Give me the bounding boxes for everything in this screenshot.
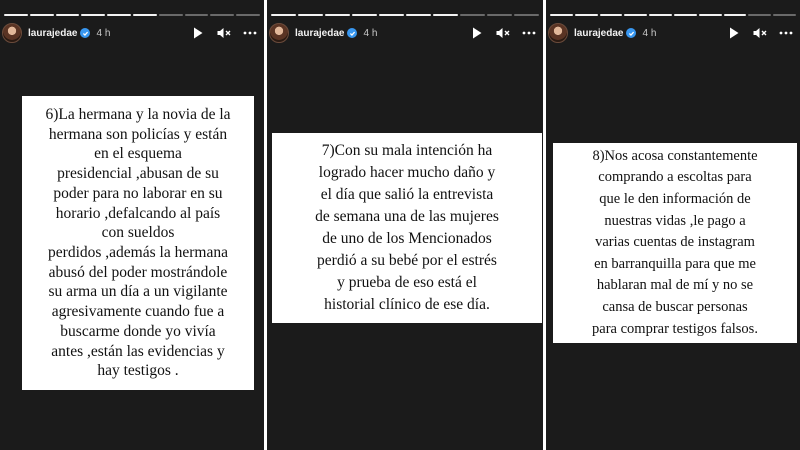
story-progress-bar xyxy=(4,14,260,16)
post-time: 4 h xyxy=(363,27,378,39)
story-header xyxy=(267,22,543,44)
avatar[interactable] xyxy=(548,23,568,43)
username[interactable]: laurajedae xyxy=(574,27,624,39)
username[interactable]: laurajedae xyxy=(295,27,345,39)
more-icon[interactable] xyxy=(242,25,258,41)
story-text: 7)Con su mala intención ha logrado hacer mucho daño y el día que salió la entrevista de semana una de las mujeres de uno de los Mencionados perdió a su bebé por el estrés y prueba de eso está el historial clínico de ese día. xyxy=(315,142,499,313)
more-icon[interactable] xyxy=(521,25,537,41)
mute-icon[interactable] xyxy=(495,25,511,41)
play-icon[interactable] xyxy=(190,25,206,41)
story-text-card-2 xyxy=(272,133,542,323)
story-progress-bar xyxy=(550,14,796,16)
story-header xyxy=(546,22,800,44)
story-progress-bar xyxy=(271,14,539,16)
story-text-card-1 xyxy=(22,96,254,390)
verified-icon xyxy=(80,28,90,38)
more-icon[interactable] xyxy=(778,25,794,41)
mute-icon[interactable] xyxy=(216,25,232,41)
username[interactable]: laurajedae xyxy=(28,27,78,39)
mute-icon[interactable] xyxy=(752,25,768,41)
post-time: 4 h xyxy=(642,27,657,39)
avatar[interactable] xyxy=(269,23,289,43)
verified-icon xyxy=(347,28,357,38)
verified-icon xyxy=(626,28,636,38)
story-header xyxy=(0,22,264,44)
story-text-card-3 xyxy=(553,143,797,343)
story-text: 8)Nos acosa constantemente comprando a escoltas para que le den información de nuestras vidas ,le pago a varias cuentas de instagram en barranquilla para que me hablaran mal de mí y no se cansa de buscar personas para comprar testigos falsos. xyxy=(592,147,758,337)
story-text: 6)La hermana y la novia de la hermana son policías y están en el esquema presidencial ,abusan de su poder para no laborar en su horario ,defalcando al país con sueldos perdidos ,además la hermana abusó del poder mostrándole su arma un día a un vigilante agresivamente cuando fue a buscarme donde yo vivía antes ,están las evidencias y hay testigos . xyxy=(45,106,231,380)
play-icon[interactable] xyxy=(469,25,485,41)
avatar[interactable] xyxy=(2,23,22,43)
play-icon[interactable] xyxy=(726,25,742,41)
post-time: 4 h xyxy=(96,27,111,39)
